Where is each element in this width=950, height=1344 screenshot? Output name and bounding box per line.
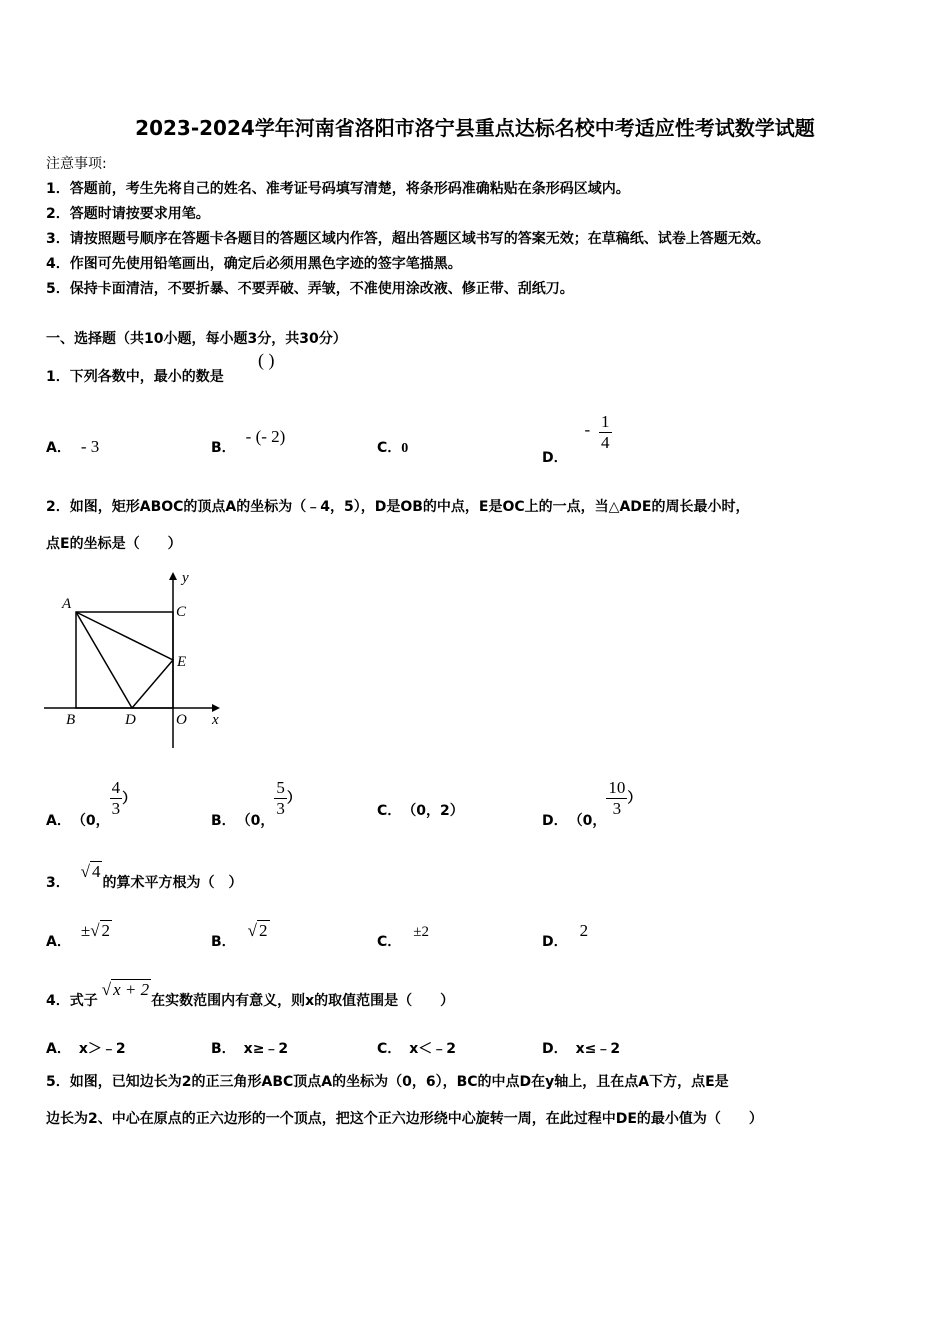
denominator: 3 <box>276 799 285 818</box>
q4-number: 4．式子 <box>46 993 98 1009</box>
option-pre: （0，2） <box>409 803 464 819</box>
radicand: 2 <box>101 921 111 940</box>
notice-item-4: 4．作图可先使用铅笔画出，确定后必须用黑色字迹的签字笔描黑。 <box>46 256 462 272</box>
fraction <box>274 778 287 819</box>
numerator: 1 <box>601 412 610 431</box>
option-pre: （0， <box>575 812 607 829</box>
section-heading: 一、选择题（共10小题，每小题3分，共30分） <box>46 331 347 347</box>
label-d: D <box>125 712 136 728</box>
option-label: A． <box>46 934 71 950</box>
label-b: B <box>66 712 76 728</box>
q1-option-a <box>46 437 99 457</box>
radicand: 4 <box>91 862 101 881</box>
option-label: D． <box>542 449 568 466</box>
rectangle-abco <box>76 612 173 708</box>
q5-stem-2: 边长为2、中心在原点的正六边形的一个顶点，把这个正六边形绕中心旋转一周，在此过程中DE的最小值为（ ） <box>46 1111 763 1127</box>
option-sign: ± <box>80 921 91 940</box>
q4-option-c <box>377 1038 456 1058</box>
option-post: ） <box>627 790 642 807</box>
option-label: B． <box>211 440 236 456</box>
q4-stem <box>46 980 455 1010</box>
label-c: C <box>176 604 187 620</box>
page-title: 2023-2024学年河南省洛阳市洛宁县重点达标名校中考适应性考试数学试题 <box>135 116 815 140</box>
option-label: A． <box>46 440 71 456</box>
q3-option-d <box>542 921 589 951</box>
q3-option-b <box>211 921 270 951</box>
label-a: A <box>62 596 72 612</box>
option-label: A． <box>46 812 71 829</box>
q4-option-b <box>211 1038 288 1058</box>
option-post: ） <box>122 790 137 807</box>
option-label: C． <box>377 1041 402 1057</box>
option-value: x≥﹣2 <box>243 1041 289 1057</box>
option-value: x≤﹣2 <box>575 1041 621 1057</box>
notice-item-5: 5．保持卡面清洁，不要折暴、不要弄破、弄皱，不准使用涂改液、修正带、刮纸刀。 <box>46 281 574 297</box>
q3-stem <box>46 862 243 892</box>
option-label: A． <box>46 1041 71 1057</box>
q3-option-a <box>46 921 112 951</box>
q4-option-a <box>46 1038 126 1058</box>
q2-option-b <box>211 778 301 829</box>
numerator: 10 <box>608 778 626 797</box>
fraction <box>606 778 627 819</box>
q1-stem: 1．下列各数中，最小的数是 <box>46 369 224 385</box>
q1-option-d <box>542 412 612 466</box>
option-label: B． <box>211 1041 236 1057</box>
q1-paren: ( ) <box>258 350 275 370</box>
q2-stem-2: 点E的坐标是（ ） <box>46 536 182 552</box>
q2-option-a <box>46 778 137 829</box>
triangle-ade <box>76 612 173 708</box>
q2-option-d <box>542 778 642 829</box>
option-value: x＜﹣2 <box>409 1041 457 1057</box>
q4-option-d <box>542 1038 620 1058</box>
option-label: B． <box>211 812 236 829</box>
q2-option-c <box>377 800 464 820</box>
sqrt-expression: √ 2 <box>90 921 111 940</box>
notice-heading: 注意事项: <box>46 156 107 172</box>
q5-stem-1: 5．如图，已知边长为2的正三角形ABC顶点A的坐标为（0，6），BC的中点D在y轴上，且在点A下方，点E是 <box>46 1074 729 1090</box>
option-value: - (- 2) <box>245 427 286 446</box>
notice-item-2: 2．答题时请按要求用笔。 <box>46 206 210 222</box>
option-label: D． <box>542 812 568 829</box>
label-y: y <box>182 570 189 586</box>
option-label: C． <box>377 803 402 819</box>
option-value: - 3 <box>80 437 100 456</box>
option-pre: （0， <box>243 812 275 829</box>
option-label: C． <box>377 440 402 456</box>
x-axis-arrow-icon <box>212 704 220 712</box>
label-x: x <box>212 712 219 728</box>
denominator: 3 <box>612 799 622 818</box>
q2-figure <box>40 568 230 753</box>
q3-option-c <box>377 924 430 951</box>
option-value: x＞﹣2 <box>78 1041 126 1057</box>
notice-item-1: 1．答题前，考生先将自己的姓名、准考证号码填写清楚，将条形码准确粘贴在条形码区域内。 <box>46 181 630 197</box>
option-post: ） <box>286 790 301 807</box>
q1-option-c <box>377 437 408 457</box>
option-label: C． <box>377 934 402 950</box>
sqrt-expression: √ 2 <box>247 921 268 940</box>
y-axis-arrow-icon <box>169 572 177 580</box>
option-label: B． <box>211 934 236 950</box>
q3-text: 的算术平方根为（ ） <box>102 875 243 891</box>
fraction <box>599 412 612 453</box>
option-label: D． <box>542 1041 568 1057</box>
radicand: 2 <box>259 921 268 940</box>
option-value: 0 <box>401 441 409 456</box>
label-o: O <box>176 712 187 728</box>
sqrt-expression: √ x + 2 <box>101 980 150 999</box>
option-value: 2 <box>579 921 589 940</box>
label-e: E <box>177 654 187 670</box>
q4-text: 在实数范围内有意义，则x的取值范围是（ ） <box>151 993 455 1009</box>
option-pre: （0， <box>78 812 110 829</box>
q3-number: 3． <box>46 875 70 891</box>
denominator: 4 <box>601 433 610 452</box>
sqrt-expression: √ 4 <box>80 862 101 881</box>
option-label: D． <box>542 934 568 950</box>
numerator: 5 <box>276 778 285 797</box>
option-sign: - <box>584 420 591 439</box>
q2-stem-1: 2．如图，矩形ABOC的顶点A的坐标为（﹣4，5），D是OB的中点，E是OC上的一点，当△ADE的周长最小时， <box>46 499 750 515</box>
denominator: 3 <box>111 799 121 818</box>
numerator: 4 <box>111 778 121 797</box>
option-value: ±2 <box>413 924 430 940</box>
notice-item-3: 3．请按照题号顺序在答题卡各题目的答题区域内作答，超出答题区域书写的答案无效；在草稿纸、试卷上答题无效。 <box>46 231 770 247</box>
radicand: x + 2 <box>113 980 150 999</box>
fraction <box>110 778 123 819</box>
q1-option-b <box>211 427 286 457</box>
